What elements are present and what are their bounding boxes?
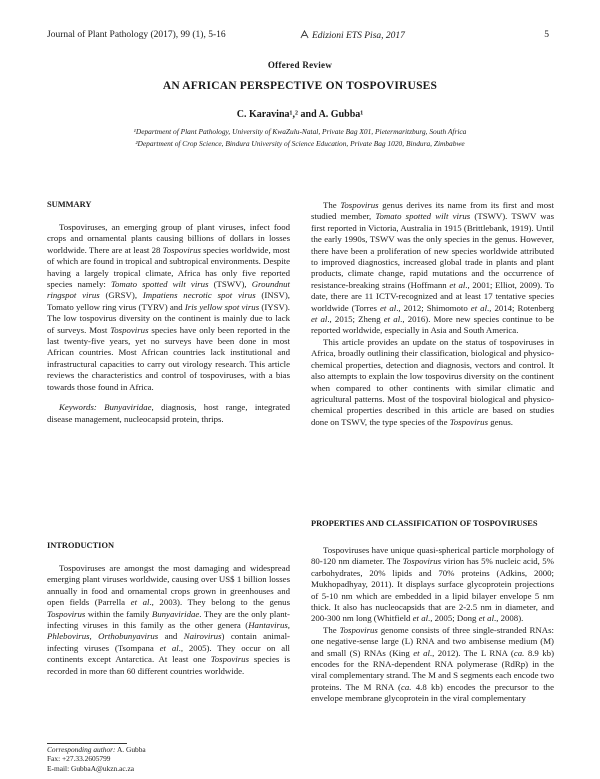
publisher-line [300,30,405,41]
text-run: ., 2001; Elliot, 2009). To date, there are 11 ICTV-recognized and at least 17 tentative species worldwide (Torres [311,279,555,313]
italic-text: ca. [400,681,412,692]
text-run: ., 2003). They belong to the genus [149,597,291,608]
text-run: 4.8 kb) encodes the precursor to the envelope membrane glycoprotein in the viral complementary [311,681,554,704]
italic-text: et al [412,613,429,624]
keywords-label: Keywords: [59,402,97,413]
summary-heading: SUMMARY [47,200,92,209]
italic-text: Tospovirus [449,416,489,427]
corresponding-author-name: A. Gubba [116,745,146,754]
text-run: ., 2012; Shimomoto [396,302,471,313]
text-run: ., 2015; Zheng [327,314,384,325]
text-run: 8.9 kb) encodes for the RNA-dependent RNA polymerase (RdRp) in the viral complementary strand. The M and S segments each encode two proteins. The M RNA ( [311,647,555,692]
italic-text: et al [478,613,495,624]
italic-text: Tospovirus [110,324,149,335]
italic-text: Tospovirus [402,556,442,567]
text-run: (INSV), Tomato yellow ring virus (TYRV) and [47,290,290,312]
properties-text [311,545,554,705]
affiliation-2: ²Department of Crop Science, Bindura University of Science Education, Private Bag 1020, Bindura, Zimbabwe [135,139,465,148]
text-run: (IYSV). The low tospovirus diversity on the continent is mainly due to lack of surveys. Most [47,301,290,335]
text-run: species have only been reported in the last twenty-five years, yet no surveys have been done in most African countries. Most African countries lack institutional and infrastructural capacities to carry out virology research. This article reviews the characteristics and control of tospoviruses, with a bias towards those found in Africa. [47,324,290,392]
italic-text: et al [413,647,430,658]
italic-text: Tomato spotted wilt virus [375,211,471,222]
italic-text: et al [449,279,466,290]
text-run: ., 2005; Dong [428,613,479,624]
italic-text: et al [470,302,488,313]
italic-text: et al [383,314,401,325]
italic-text: ca. [513,647,525,658]
text-run: This article provides an update on the status of tospoviruses in Africa, broadly outlining their classification, biological and physico-chemical properties, detection and diagnosis, vectors and control. It also attempts to explain the low tospovirus diversity on the continent when compared to other continents with similar climatic and agricultural patterns. Most of the tospoviral biological and physico-chemical properties described in this article are based on studies done on TSWV, the type species of the [311,336,554,427]
right-intro-text [311,200,554,428]
keywords-rest: , diagnosis, host range, integrated disease management, nucleocapsid protein, thrips. [47,402,291,424]
text-run: The [323,624,340,635]
publisher-logo-icon [300,30,309,39]
corresponding-author-label: Corresponding author: [47,745,116,754]
publisher-name: Edizioni ETS Pisa, 2017 [312,31,405,41]
footnote [47,745,146,773]
text-run: genome consists of three single-stranded RNAs: one negative-sense large (L) RNA and two ambisense medium (M) and small (S) RNAs (King [311,624,554,658]
summary-paragraph [47,222,290,393]
text-run: (TSWV). TSWV was first reported in Victoria, Australia in 1915 (Brittlebank, 1919). Until the early 1990s, TSWV was the only species in the genus. However, there have been a proliferation of new species worldwide attributed to improved diagnostics, increased global trade in plants and plant products, climate change, rapid mutations and the occurrence of resistance-breaking strains (Hoffmann [311,211,554,290]
page-number: 5 [544,30,549,40]
affiliation-1: ¹Department of Plant Pathology, University of KwaZulu-Natal, Private Bag X01, Pietermaritzburg, South Africa [133,127,467,136]
text-run: ) contain animal-infecting viruses (Tsompana [47,631,290,653]
italic-text: Tospovirus [210,654,250,665]
italic-text: Iris yellow spot virus [184,301,260,312]
journal-citation: Journal of Plant Pathology (2017), 99 (1), 5-16 [47,30,226,40]
text-run: and [158,631,184,642]
text-run: (TSWV), [208,279,252,290]
introduction-text [47,563,290,677]
italic-text: Tospovirus [162,244,201,255]
text-run: species is recorded in more than 60 different countries worldwide. [47,654,290,676]
italic-text: et al [311,314,328,325]
italic-text: Hantavirus, Phlebovirus, Orthobunyavirus [47,620,290,642]
keywords [47,402,290,425]
properties-paragraph-2 [311,625,554,705]
text-run: . They are the only plant-infecting viruses in this family as the other genera ( [47,608,290,631]
keywords-italic: Bunyaviridae [104,402,152,413]
properties-paragraph-1 [311,545,554,625]
text-run: Tospoviruses have unique quasi-spherical particle morphology of 80-120 nm diameter. The [311,545,554,567]
article-type: Offered Review [267,60,333,70]
italic-text: Tospovirus [340,200,379,210]
italic-text: Tospovirus [339,624,378,635]
italic-text: Tomato spotted wilt virus [110,279,209,290]
text-run: ., 2005). They occur on all continents except Antarctica. At least one [47,642,290,665]
italic-text: Bunyaviridae [151,608,200,619]
corresponding-author [47,745,146,754]
text-run: genus derives its name from its first and most studied member, [311,200,554,222]
text-run: The [323,200,341,210]
italic-text: et al [379,302,397,313]
italic-text: Tospovirus [47,608,86,619]
italic-text: Impatiens necrotic spot virus [142,290,256,301]
italic-text: et al [130,597,150,608]
text-run: Tospoviruses are amongst the most damaging and widespread emerging plant viruses worldwide, causing over US$ 1 billion losses annually in food and ornamental crops grown in greenhouses and open fields (Parrella [47,563,290,608]
text-run: ., 2012). The L RNA ( [429,647,514,658]
authors: C. Karavina¹,² and A. Gubba¹ [236,109,364,120]
summary-text [47,222,290,425]
text-run: ., 2014; Rotenberg [487,302,555,313]
right-paragraph-1 [311,200,554,337]
text-run: ., 2016). More new species continue to be reported worldwide, especially in Asia and South America. [311,314,554,336]
right-paragraph-2 [311,337,554,428]
fax: Fax: +27.33.2605799 [47,754,111,764]
text-run: virion has 5% nucleic acid, 5% carbohydrates, 20% lipids and 70% proteins (Adkins, 2000; Mukhopadhyay, 2011). It displays surface glycoprotein projections of 5-10 nm which are embedded in a lipid bilayer envelope 5 nm thick. It also has nucleocapsids that are 2-2.5 nm in diameter, and 200-300 nm long (Whitfield [311,556,554,624]
introduction-heading: INTRODUCTION [47,541,115,550]
italic-text: et al [159,642,179,653]
footnote-divider [47,743,127,744]
text-run: ., 2008). [494,613,524,624]
italic-text: Groundnut ringspot virus [47,279,290,301]
email: E-mail: GubbaA@ukzn.ac.za [47,763,135,773]
text-run: Tospoviruses, an emerging group of plant viruses, infect food crops and ornamental plants causing billions of dollars in losses worldwide. There are at least 28 [47,222,290,255]
article-title: AN AFRICAN PERSPECTIVE ON TOSPOVIRUSES [162,80,438,92]
text-run: genus. [488,416,513,427]
text-run: within the family [85,608,152,619]
italic-text: Nairovirus [183,631,222,642]
text-run: species worldwide, most of which are found in tropical and subtropical environments. Despite having a largely tropical climate, Africa has only five reported species namely: [47,244,290,290]
introduction-paragraph [47,563,290,677]
properties-heading: PROPERTIES AND CLASSIFICATION OF TOSPOVIRUSES [311,519,538,528]
text-run: (GRSV), [99,290,143,301]
